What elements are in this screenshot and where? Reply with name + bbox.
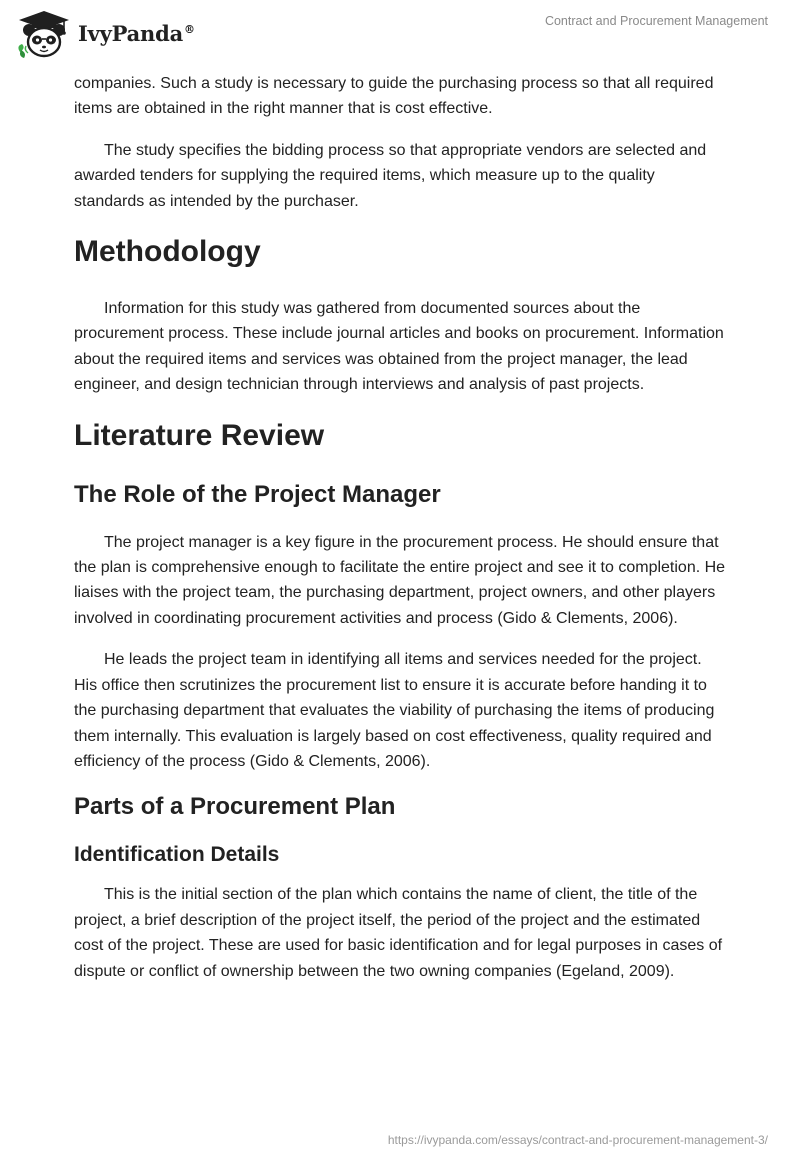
panda-graduate-logo-icon <box>14 8 74 62</box>
subheading-identification-details: Identification Details <box>74 843 280 867</box>
section-heading-methodology: Methodology <box>74 235 261 269</box>
source-url[interactable]: https://ivypanda.com/essays/contract-and-procurement-management-3/ <box>387 1133 768 1147</box>
paragraph: He leads the project team in identifying all items and services needed for the project. His office then scrutinizes the procurement list to ensure it is accurate before handing it to the purchasing department that evaluates the viability of purchasing the items of producing them internally. This evaluation is largely based on cost effectiveness, quality required and efficiency of the process (Gido & Clements, 2006). <box>74 651 715 770</box>
page-header <box>0 0 800 70</box>
section-heading-literature-review: Literature Review <box>74 418 325 452</box>
subheading-role-of-project-manager: The Role of the Project Manager <box>74 480 441 508</box>
registered-mark: ® <box>184 22 195 36</box>
paragraph: This is the initial section of the plan which contains the name of client, the title of the project, a brief description of the project itself, the period of the project and the estimated cost of the project. These are used for basic identification and for legal purposes in cases of dispute or conflict of ownership between the two owning companies (Egeland, 2009). <box>74 886 723 980</box>
brand-name-text: IvyPanda <box>78 20 184 46</box>
brand-name <box>78 21 195 46</box>
paragraph: The project manager is a key figure in the procurement process. He should ensure that the plan is comprehensive enough to facilitate the entire project and see it to completion. He liaises with the project team, the purchasing department, project owners, and other players involved in coordinating procurement activities and process (Gido & Clements, 2006). <box>74 533 726 627</box>
subheading-parts-of-procurement-plan: Parts of a Procurement Plan <box>74 793 396 821</box>
ivypanda-logo[interactable] <box>14 8 195 62</box>
paragraph: companies. Such a study is necessary to guide the purchasing process so that all required items are obtained in the right manner that is cost effective. <box>74 75 714 118</box>
paragraph: Information for this study was gathered from documented sources about the procurement process. These include journal articles and books on procurement. Information about the required items and services was obtained from the project manager, the lead engineer, and design technician through interviews and analysis of past projects. <box>74 300 724 394</box>
document-title: Contract and Procurement Management <box>544 14 768 28</box>
essay-content <box>74 71 728 1000</box>
paragraph: The study specifies the bidding process so that appropriate vendors are selected and awarded tenders for supplying the required items, which measure up to the quality standards as intended by the purchaser. <box>74 141 707 210</box>
